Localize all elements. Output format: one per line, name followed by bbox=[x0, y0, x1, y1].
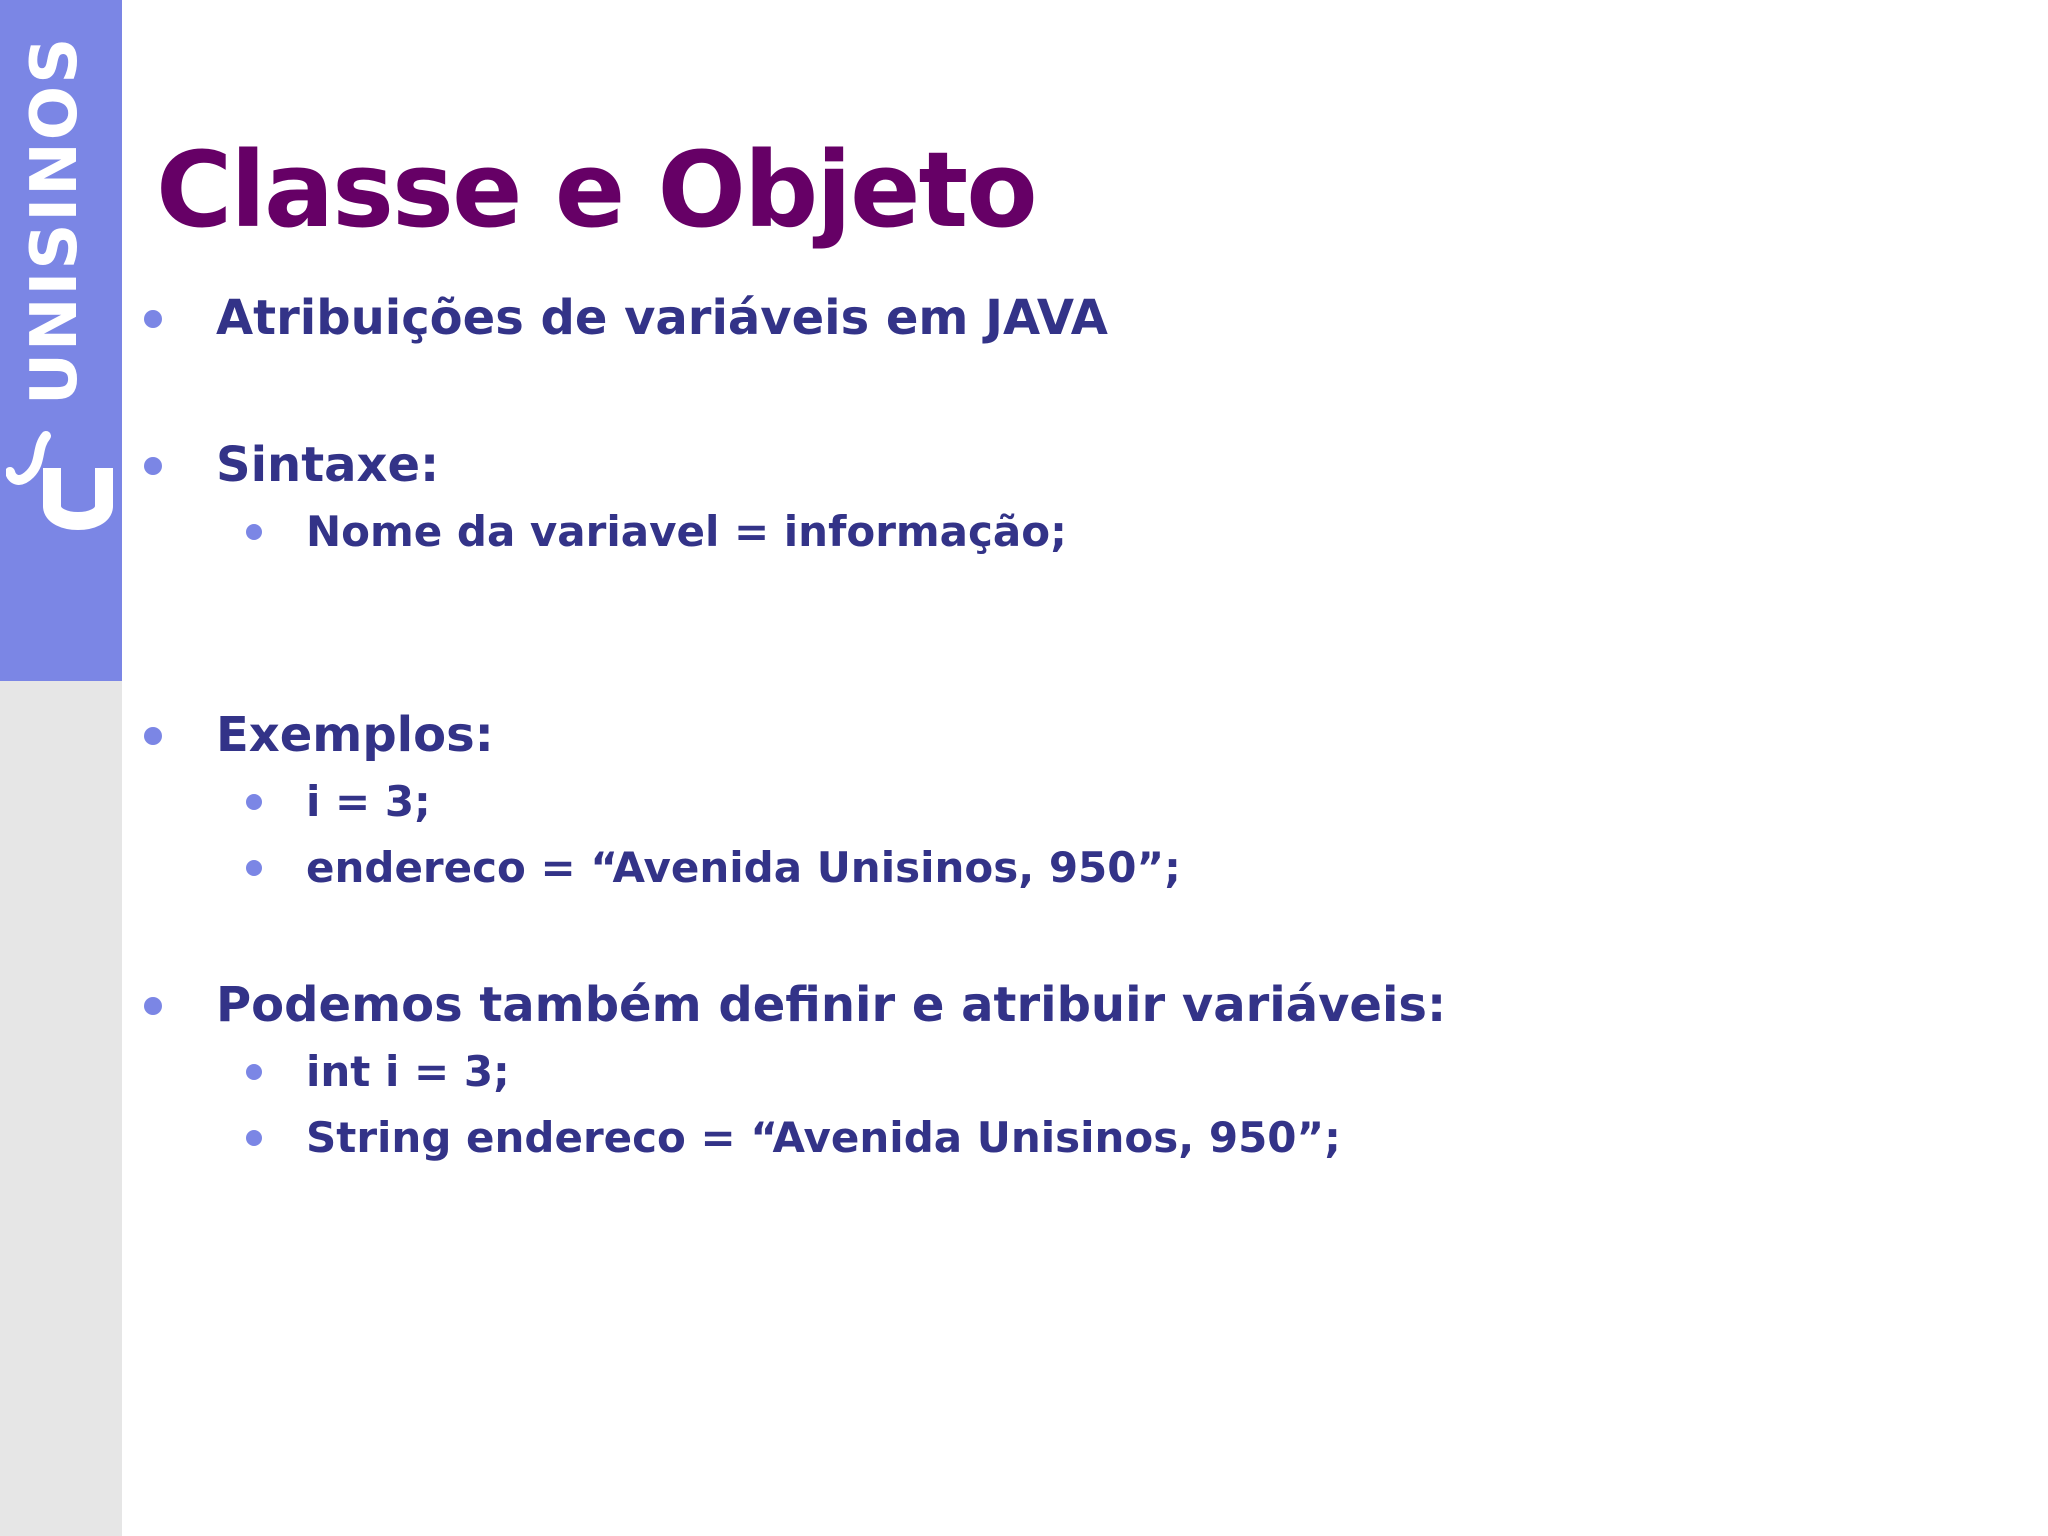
bullet-item bbox=[216, 290, 1108, 346]
bullet-text: Sintaxe: bbox=[216, 437, 440, 493]
logo-wordmark: UNISINOS bbox=[18, 35, 92, 405]
unisinos-logo-icon bbox=[6, 428, 116, 538]
bullet-dot-icon bbox=[246, 794, 262, 810]
bullet-dot-icon bbox=[246, 1064, 262, 1080]
bullet-dot-icon bbox=[246, 524, 262, 540]
sub-bullet-text: int i = 3; bbox=[306, 1047, 510, 1096]
bullet-item bbox=[216, 437, 439, 493]
bullet-dot-icon bbox=[144, 310, 162, 328]
sub-bullet-text: Nome da variavel = informação; bbox=[306, 507, 1067, 556]
bullet-dot-icon bbox=[144, 727, 162, 745]
logo-band bbox=[0, 0, 122, 681]
bullet-text: Exemplos: bbox=[216, 707, 494, 763]
slide-title: Classe e Objeto bbox=[156, 129, 1036, 251]
bullet-dot-icon bbox=[144, 997, 162, 1015]
bullet-dot-icon bbox=[246, 1130, 262, 1146]
sub-bullet-text: String endereco = “Avenida Unisinos, 950”; bbox=[306, 1113, 1341, 1162]
bullet-text: Atribuições de variáveis em JAVA bbox=[216, 290, 1108, 346]
bullet-item bbox=[216, 707, 494, 763]
bullet-dot-icon bbox=[246, 860, 262, 876]
sub-bullet-text: i = 3; bbox=[306, 777, 431, 826]
sub-bullet-item bbox=[306, 843, 1181, 893]
sub-bullet-text: endereco = “Avenida Unisinos, 950”; bbox=[306, 843, 1181, 892]
sub-bullet-item bbox=[306, 507, 1067, 557]
bullet-text: Podemos também definir e atribuir variáveis: bbox=[216, 977, 1447, 1033]
bullet-dot-icon bbox=[144, 457, 162, 475]
sub-bullet-item bbox=[306, 1113, 1341, 1163]
sub-bullet-item bbox=[306, 1047, 510, 1097]
sub-bullet-item bbox=[306, 777, 431, 827]
bullet-item bbox=[216, 977, 1446, 1033]
